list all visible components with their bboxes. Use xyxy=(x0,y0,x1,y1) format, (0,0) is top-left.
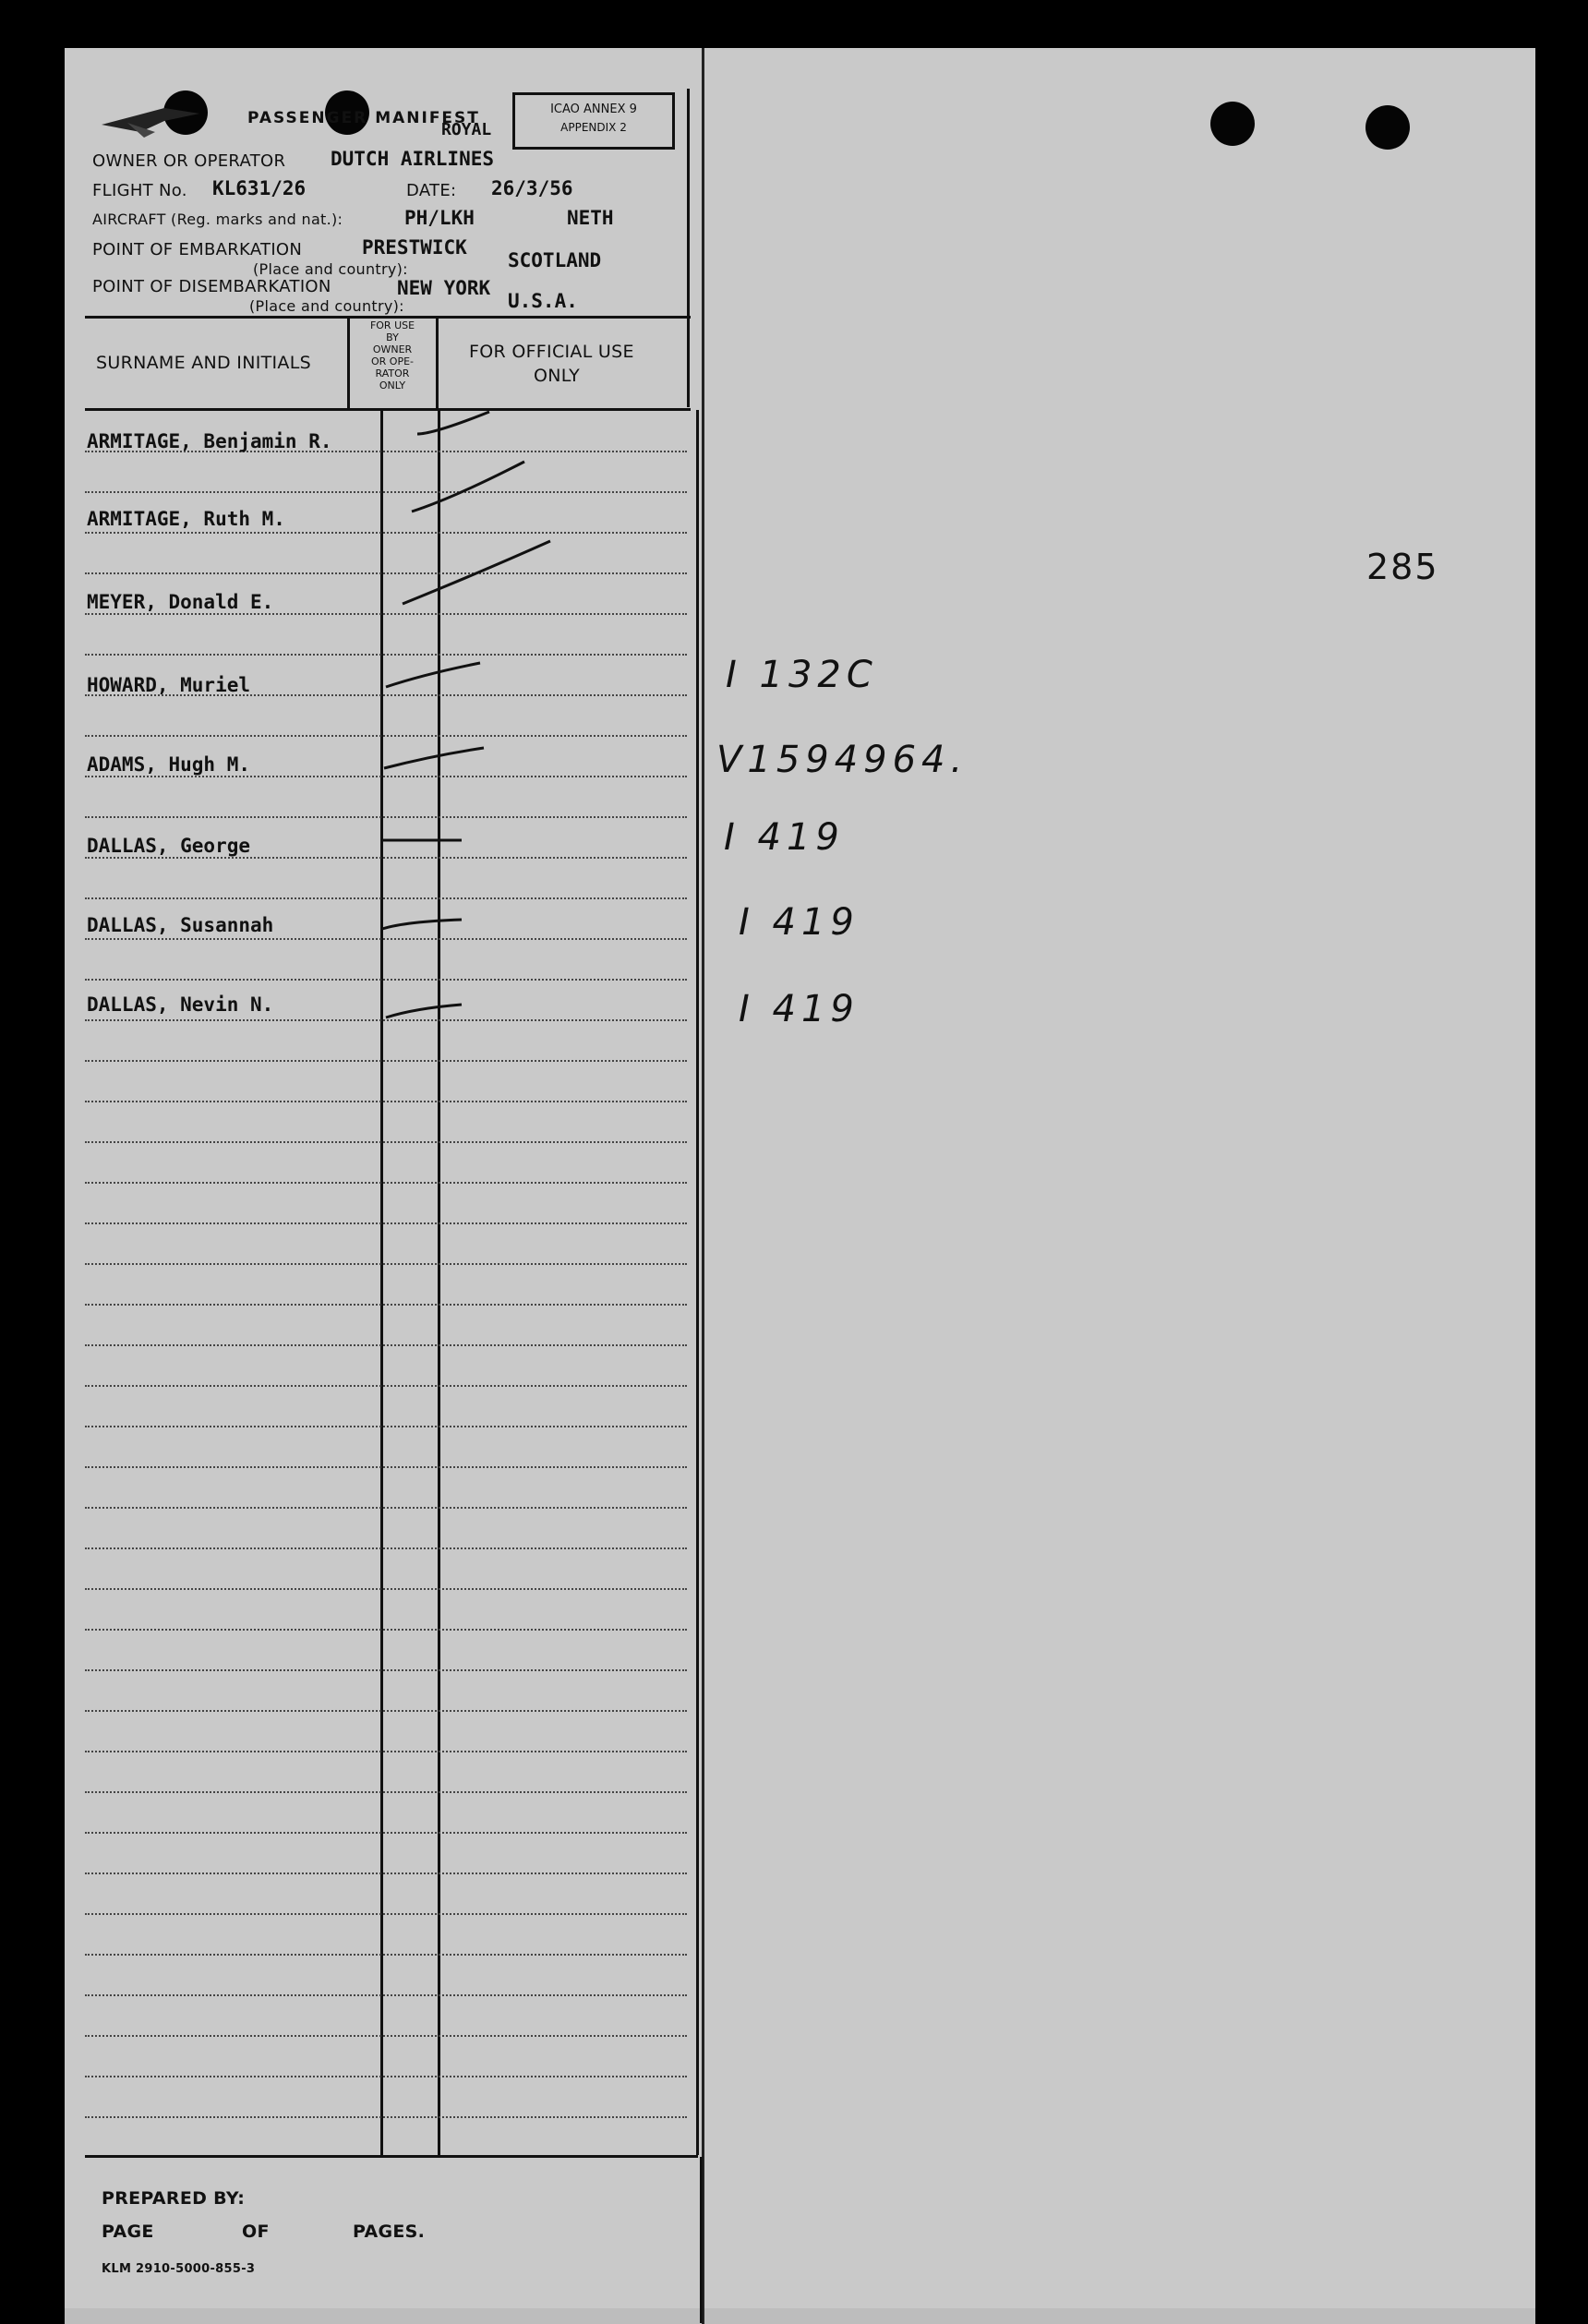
aircraft-value: PH/LKH xyxy=(404,207,475,229)
check-mark-icon xyxy=(386,1005,462,1018)
form-title: PASSENGER MANIFEST xyxy=(247,109,480,127)
form-code: KLM 2910-5000-855-3 xyxy=(102,2262,256,2276)
check-mark-icon xyxy=(384,748,484,768)
col-owner-line: ONLY xyxy=(379,379,406,391)
embarkation-country: SCOTLAND xyxy=(508,249,602,271)
check-mark-icon xyxy=(412,462,524,512)
handwritten-note: I 419 xyxy=(724,816,845,859)
passenger-name: DALLAS, George xyxy=(87,835,251,857)
col-official-header-2: ONLY xyxy=(534,366,581,386)
disembarkation-value: NEW YORK xyxy=(397,277,491,299)
passenger-name: HOWARD, Muriel xyxy=(87,674,251,696)
col-owner-line: RATOR xyxy=(375,367,410,379)
annex-line-2: APPENDIX 2 xyxy=(560,121,627,134)
handwritten-note: I 419 xyxy=(739,988,860,1030)
disembarkation-label: POINT OF DISEMBARKATION xyxy=(92,277,331,296)
disembarkation-country: U.S.A. xyxy=(508,290,578,312)
date-value: 26/3/56 xyxy=(491,177,573,199)
passenger-name: DALLAS, Nevin N. xyxy=(87,993,274,1016)
handwritten-note: V1594964. xyxy=(716,739,968,781)
passenger-name: ARMITAGE, Benjamin R. xyxy=(87,430,332,452)
col-surname-header: SURNAME AND INITIALS xyxy=(96,353,311,373)
col-owner-line: OWNER xyxy=(372,343,413,355)
check-mark-icon xyxy=(386,663,480,687)
embarkation-sub-label: (Place and country): xyxy=(253,260,408,278)
embarkation-label: POINT OF EMBARKATION xyxy=(92,240,303,259)
col-owner-line: OR OPE- xyxy=(370,355,414,367)
of-label: OF xyxy=(242,2222,270,2242)
col-owner-line: BY xyxy=(386,331,399,343)
annex-line-1: ICAO ANNEX 9 xyxy=(550,102,637,116)
handwritten-note: I 132C xyxy=(726,654,878,696)
owner-label: OWNER OR OPERATOR xyxy=(92,151,286,171)
prepared-by-label: PREPARED BY: xyxy=(102,2188,246,2209)
page-label: PAGE xyxy=(102,2222,154,2242)
page-number: 285 xyxy=(1366,547,1439,587)
passenger-name: MEYER, Donald E. xyxy=(87,591,274,613)
col-official-header: FOR OFFICIAL USE xyxy=(469,342,634,362)
flight-label: FLIGHT No. xyxy=(92,181,187,200)
passenger-name: ADAMS, Hugh M. xyxy=(87,753,251,776)
handwritten-note: I 419 xyxy=(739,901,860,944)
embarkation-value: PRESTWICK xyxy=(362,236,467,259)
pages-label: PAGES. xyxy=(353,2222,426,2242)
owner-value: DUTCH AIRLINES xyxy=(331,148,495,170)
check-mark-icon xyxy=(417,412,489,434)
passenger-name: DALLAS, Susannah xyxy=(87,914,274,936)
check-mark-icon xyxy=(403,541,550,604)
check-mark-icon xyxy=(382,920,462,929)
disembarkation-sub-label: (Place and country): xyxy=(249,297,404,315)
passenger-name: ARMITAGE, Ruth M. xyxy=(87,508,285,530)
owner-value-top: ROYAL xyxy=(441,120,492,139)
aircraft-label: AIRCRAFT (Reg. marks and nat.): xyxy=(92,211,343,228)
date-label: DATE: xyxy=(406,181,457,200)
aircraft-nationality: NETH xyxy=(567,207,614,229)
flight-value: KL631/26 xyxy=(212,177,307,199)
col-owner-line: FOR USE xyxy=(369,319,415,331)
